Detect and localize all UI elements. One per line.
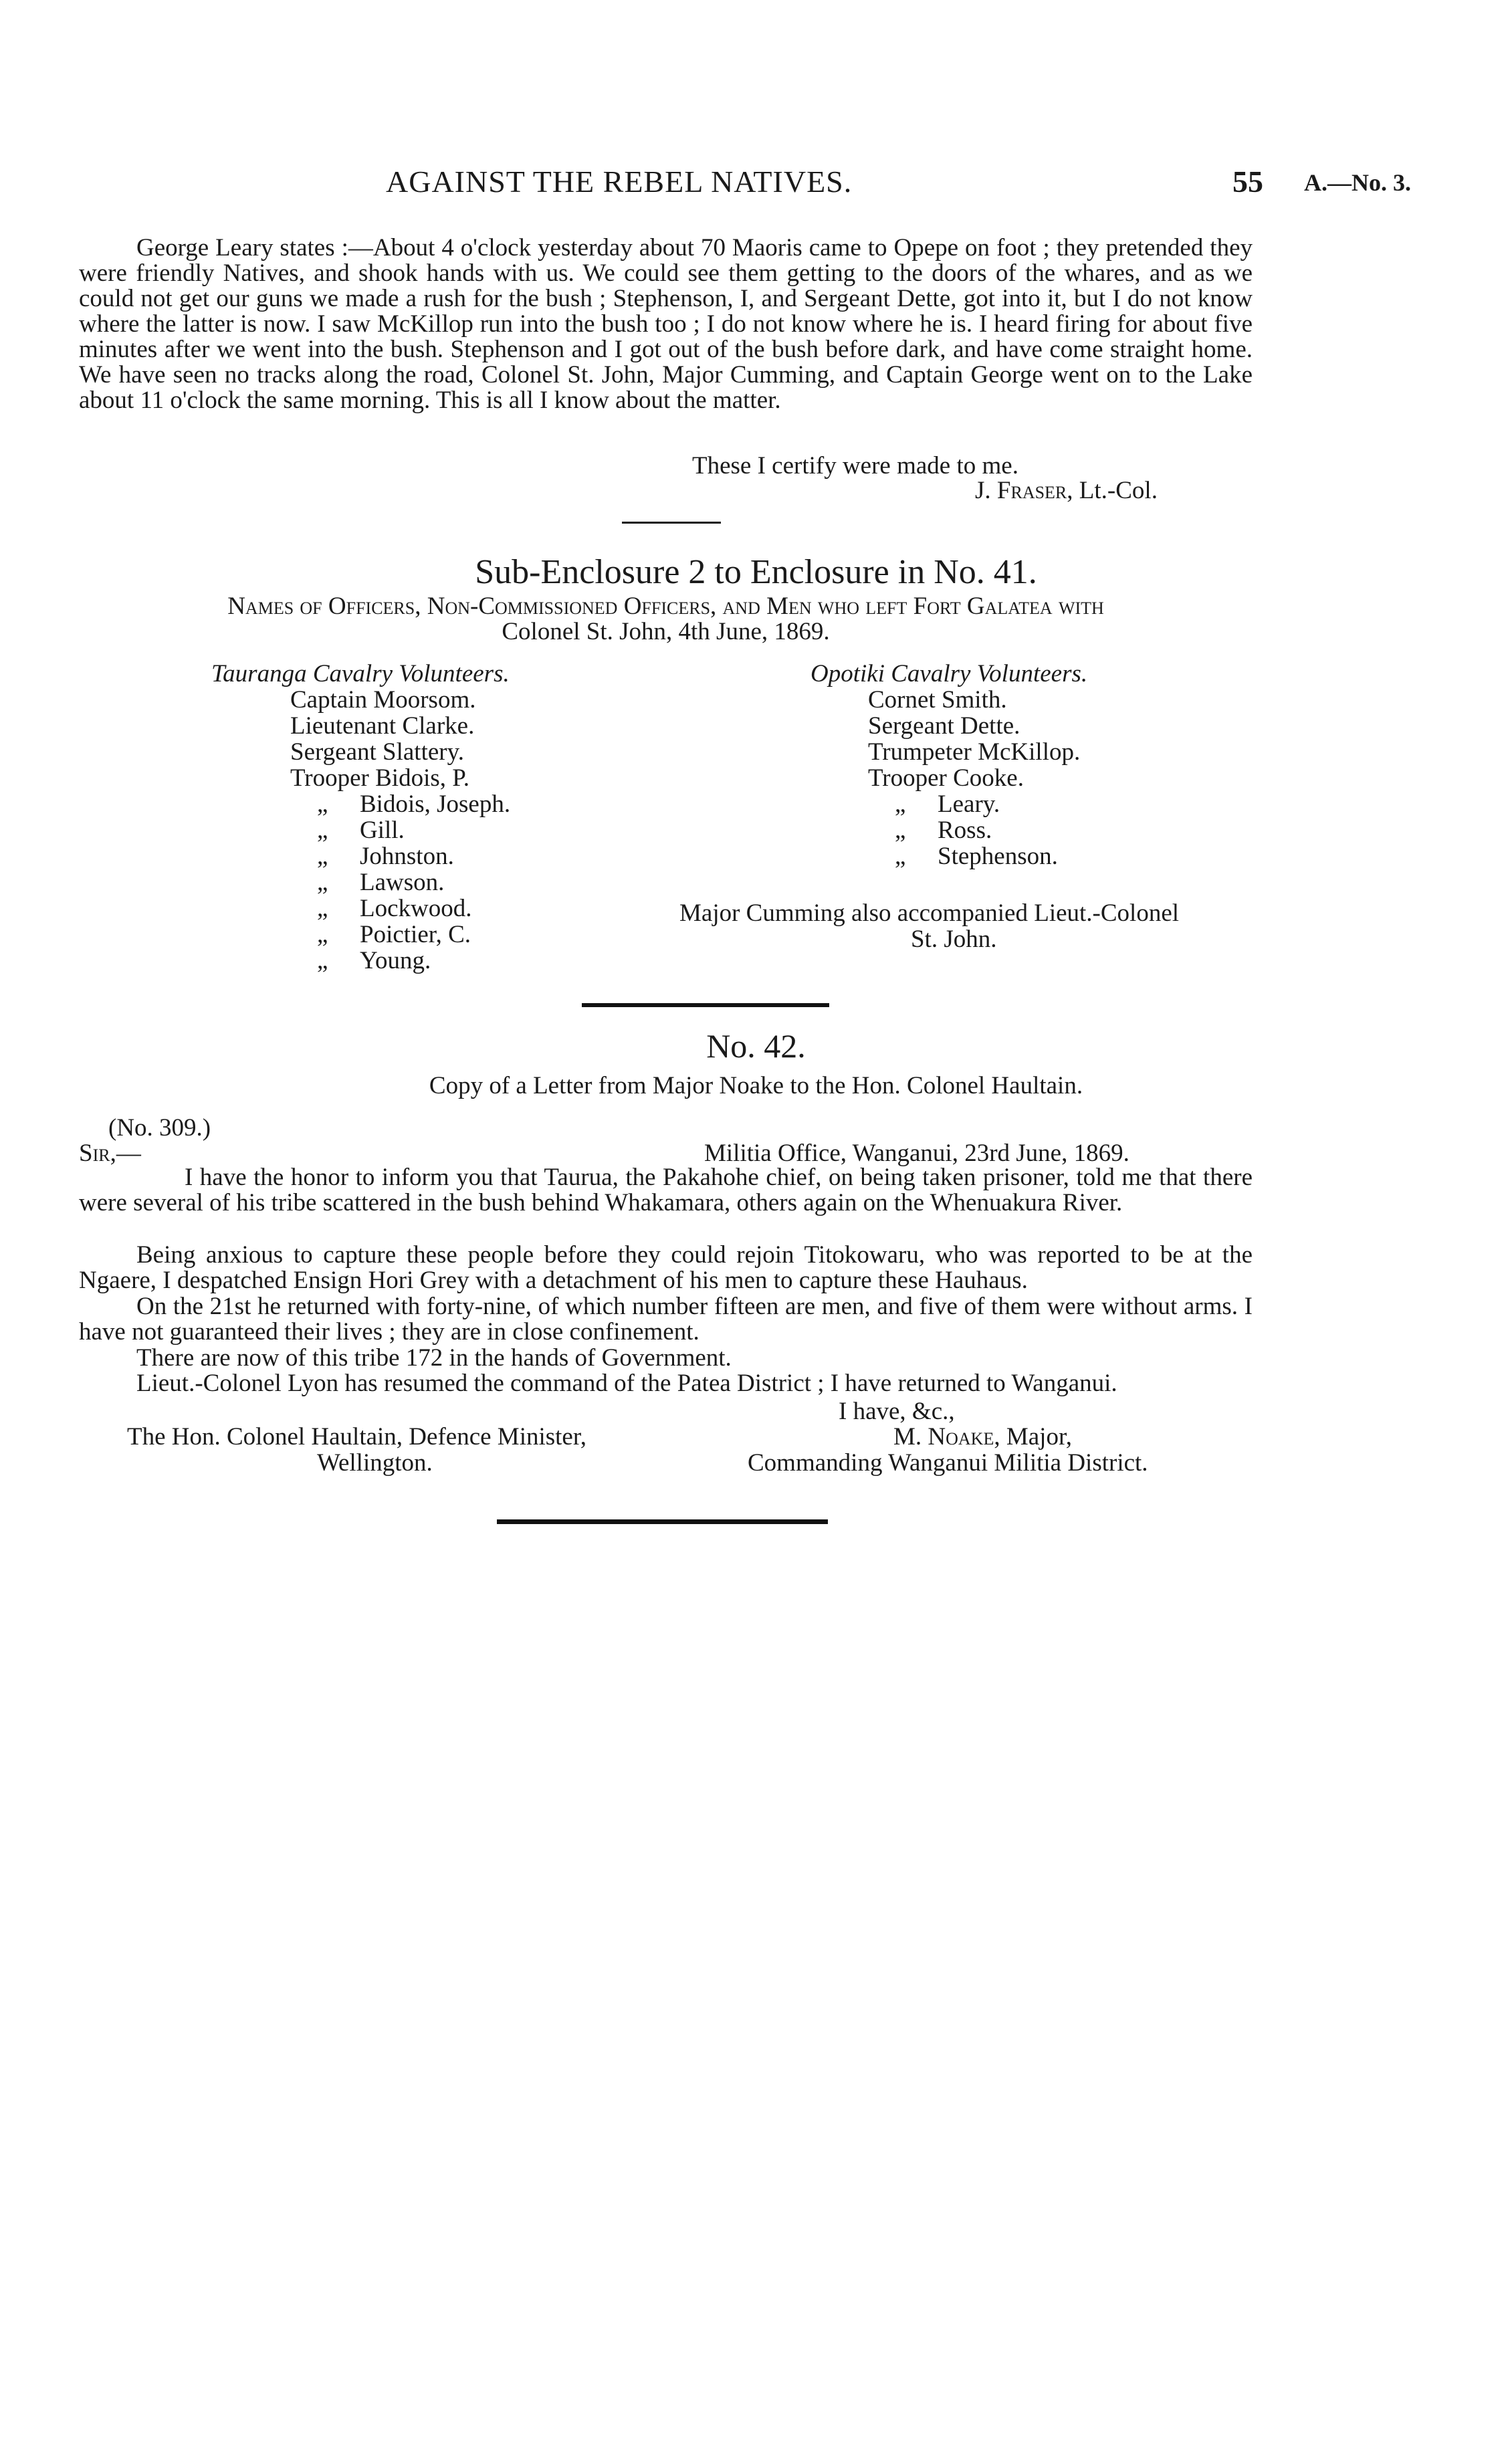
ditto-mark: „ <box>317 947 328 974</box>
tauranga-entry <box>290 895 510 922</box>
opotiki-entry-name: Sergeant Dette. <box>868 712 1020 740</box>
ditto-mark: „ <box>895 790 906 818</box>
tauranga-entry <box>290 739 510 765</box>
tauranga-entry <box>290 922 510 948</box>
letter-place-date: Militia Office, Wanganui, 23rd June, 1869. <box>704 1140 1129 1167</box>
long-divider <box>582 1003 829 1007</box>
end-divider <box>497 1519 828 1524</box>
opotiki-entry <box>868 843 1087 869</box>
opotiki-entry-name: Stephenson. <box>938 843 1058 870</box>
tauranga-entry <box>290 948 510 974</box>
ditto-mark: „ <box>317 843 328 870</box>
cumming-note-line1: Major Cumming also accompanied Lieut.-Colonel <box>679 899 1180 927</box>
opotiki-entry <box>868 791 1087 817</box>
opotiki-entry <box>868 817 1087 843</box>
sender-rank: , Major, <box>994 1423 1073 1451</box>
tauranga-entry <box>290 869 510 895</box>
ditto-mark: „ <box>317 790 328 818</box>
letter-paragraph-1: I have the honor to inform you that Taurua, the Pakahohe chief, on being taken prisoner, told me that there were several of his tribe scattered in the bush behind Whakamara, others again on the Whenuakura River. <box>79 1164 1253 1216</box>
tauranga-entry-name: Poictier, C. <box>360 921 471 948</box>
letter-salutation: Sir,— <box>79 1140 141 1167</box>
names-caption-line2: Colonel St. John, 4th June, 1869. <box>502 618 830 645</box>
tauranga-entry <box>290 687 510 713</box>
tauranga-column <box>211 661 510 974</box>
letter-paragraph-4: There are now of this tribe 172 in the hands of Government. <box>136 1344 732 1372</box>
opotiki-entry-name: Trooper Cooke. <box>868 764 1024 792</box>
letter-number-heading: No. 42. <box>706 1027 806 1065</box>
tauranga-entry-name: Johnston. <box>360 843 454 870</box>
letter-copy-line: Copy of a Letter from Major Noake to the Hon. Colonel Haultain. <box>429 1072 1083 1099</box>
letter-closing: I have, &c., <box>839 1398 955 1425</box>
ditto-mark: „ <box>317 817 328 844</box>
names-caption <box>79 594 1253 645</box>
addressee-line1: The Hon. Colonel Haultain, Defence Minister, <box>127 1423 586 1451</box>
opotiki-entry-name: Leary. <box>938 790 1000 818</box>
page-number: 55 <box>1232 165 1263 199</box>
names-caption-line1: Names of Officers, Non-Commissioned Officers, and Men who left Fort Galatea with <box>227 593 1104 620</box>
cumming-note-line2: St. John. <box>911 926 997 953</box>
ditto-mark: „ <box>317 895 328 922</box>
tauranga-entry <box>290 765 510 791</box>
tauranga-title: Tauranga Cavalry Volunteers. <box>211 660 510 687</box>
opotiki-title: Opotiki Cavalry Volunteers. <box>811 660 1088 687</box>
tauranga-entry-name: Lawson. <box>360 869 445 896</box>
tauranga-entry <box>290 713 510 739</box>
tauranga-entry-name: Bidois, Joseph. <box>360 790 511 818</box>
tauranga-entry-name: Gill. <box>360 817 405 844</box>
opotiki-entry-name: Ross. <box>938 817 992 844</box>
tauranga-entry <box>290 843 510 869</box>
opotiki-entry <box>868 713 1087 739</box>
tauranga-entry <box>290 817 510 843</box>
tauranga-entry-name: Captain Moorsom. <box>290 686 476 714</box>
ditto-mark: „ <box>895 843 906 870</box>
signature-rank: , Lt.-Col. <box>1067 477 1158 504</box>
tauranga-list <box>211 687 510 974</box>
tauranga-entry-name: Young. <box>360 947 431 974</box>
ditto-mark: „ <box>317 921 328 948</box>
opotiki-entry-name: Cornet Smith. <box>868 686 1007 714</box>
ditto-mark: „ <box>895 817 906 844</box>
opotiki-entry <box>868 687 1087 713</box>
sub-enclosure-heading: Sub-Enclosure 2 to Enclosure in No. 41. <box>475 553 1037 591</box>
certification-line: These I certify were made to me. <box>692 452 1018 479</box>
opotiki-entry <box>868 765 1087 791</box>
statement-paragraph: George Leary states :—About 4 o'clock yesterday about 70 Maoris came to Opepe on foot ; they pretended they were friendly Natives, and shook hands with us. We could see them getting to the doors of the whares, and as we could not get our guns we made a rush for the bush ; Stephenson, I, and Sergeant Dette, got into it, but I do not know where the latter is now. I saw McKillop run into the bush too ; I do not know where he is. I heard firing for about five minutes after we went into the bush. Stephenson and I got out of the bush before dark, and have come straight home. We have seen no tracks along the road, Colonel St. John, Major Cumming, and Captain George went on to the Lake about 11 o'clock the same morning. This is all I know about the matter. <box>79 234 1253 414</box>
sender-name: M. Noake <box>893 1423 994 1451</box>
addressee-line2: Wellington. <box>317 1449 433 1477</box>
letter-paragraph-3: On the 21st he returned with forty-nine, of which number fifteen are men, and five of them were without arms. I have not guaranteed their lives ; they are in close confinement. <box>79 1293 1253 1346</box>
tauranga-entry-name: Trooper Bidois, P. <box>290 764 469 792</box>
signature-fraser <box>975 476 1158 505</box>
document-code: A.—No. 3. <box>1304 169 1411 196</box>
opotiki-entry <box>868 739 1087 765</box>
opotiki-list <box>811 687 1087 869</box>
ditto-mark: „ <box>317 869 328 896</box>
letter-paragraph-5: Lieut.-Colonel Lyon has resumed the command of the Patea District ; I have returned to Wanganui. <box>136 1370 1117 1397</box>
tauranga-entry-name: Lieutenant Clarke. <box>290 712 475 740</box>
page-header-title: AGAINST THE REBEL NATIVES. <box>386 165 853 199</box>
opotiki-column <box>811 661 1087 869</box>
short-divider <box>622 522 721 524</box>
letter-paragraph-2: Being anxious to capture these people before they could rejoin Titokowaru, who was reported to be at the Ngaere, I despatched Ensign Hori Grey with a detachment of his men to capture these Hauhaus. <box>79 1241 1253 1294</box>
sender-title: Commanding Wanganui Militia District. <box>748 1449 1148 1477</box>
tauranga-entry-name: Lockwood. <box>360 895 472 922</box>
tauranga-entry <box>290 791 510 817</box>
letter-reference: (No. 309.) <box>108 1114 211 1142</box>
signature-name: J. Fraser <box>975 477 1067 504</box>
sender-signature <box>893 1422 1072 1451</box>
opotiki-entry-name: Trumpeter McKillop. <box>868 738 1081 766</box>
tauranga-entry-name: Sergeant Slattery. <box>290 738 464 766</box>
